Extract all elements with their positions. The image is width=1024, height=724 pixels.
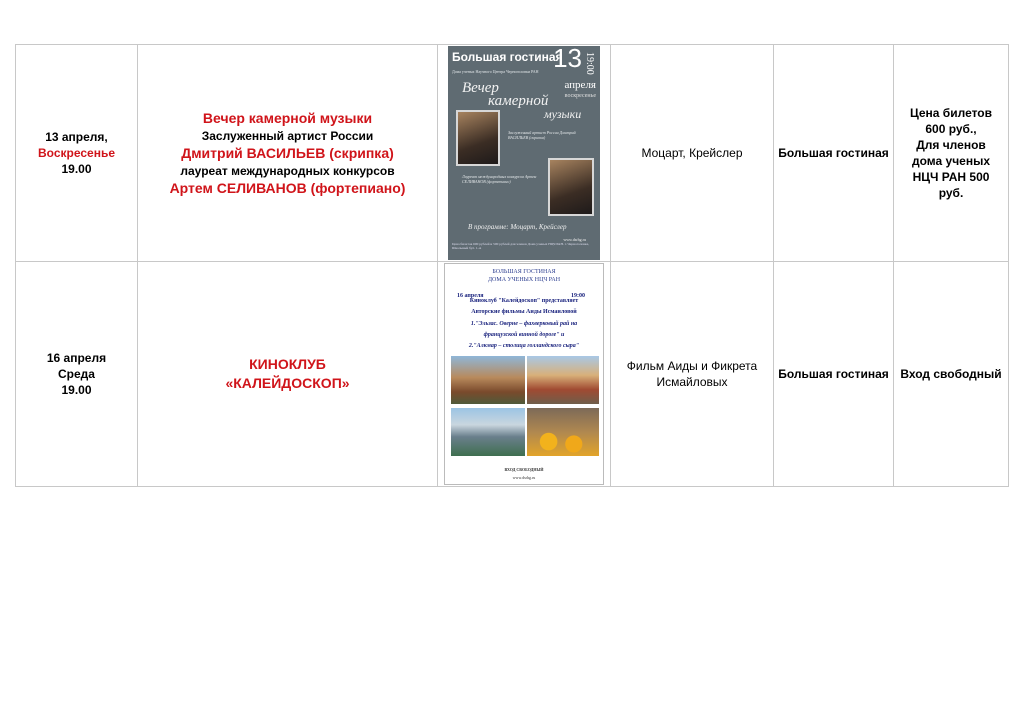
price-line: руб. bbox=[938, 186, 964, 200]
poster-entry: ВХОД СВОБОДНЫЙ bbox=[504, 467, 544, 472]
table-row bbox=[16, 45, 1008, 261]
poster-line-5: 2."Алкмар – столица голландского сыра" bbox=[468, 343, 580, 349]
performer-rank-2: лауреат международных конкурсов bbox=[180, 163, 395, 178]
composers: Моцарт, Крейслер bbox=[641, 146, 743, 160]
poster-time: 19:00 bbox=[584, 52, 595, 75]
program-cell bbox=[138, 45, 437, 261]
alkmaar-photo-2 bbox=[527, 408, 599, 456]
poster-time: 19:00 bbox=[571, 293, 585, 299]
poster-cell bbox=[438, 45, 610, 261]
event-day: 16 апреля bbox=[46, 351, 107, 365]
price-cell bbox=[894, 45, 1008, 261]
poster-script-1: Вечер bbox=[462, 80, 499, 96]
venue: Большая гостиная bbox=[778, 146, 889, 160]
composers-cell bbox=[611, 45, 773, 261]
composers-cell bbox=[611, 262, 773, 486]
poster-hall: Большая гостиная bbox=[452, 50, 563, 64]
poster-line-2: Авторские фильмы Аиды Исмаиловой bbox=[471, 309, 577, 315]
price-line: Цена билетов bbox=[909, 106, 993, 120]
poster-head-1: БОЛЬШАЯ ГОСТИНАЯ bbox=[492, 269, 556, 275]
venue: Большая гостиная bbox=[778, 367, 889, 381]
price-line: Для членов bbox=[916, 138, 986, 152]
concert-poster bbox=[448, 46, 600, 260]
poster-cell bbox=[438, 262, 610, 486]
price-cell bbox=[894, 262, 1008, 486]
venue-cell bbox=[774, 45, 893, 261]
poster-subtitle: Дома ученых Научного Центра Черноголовки РАН bbox=[452, 69, 539, 74]
event-day: 13 апреля, bbox=[45, 130, 108, 144]
poster-script-3: музыки bbox=[544, 107, 582, 121]
performer-2: Артем СЕЛИВАНОВ (фортепиано) bbox=[169, 179, 406, 196]
poster-month: апреля bbox=[564, 79, 596, 91]
price-line: Вход свободный bbox=[900, 367, 1002, 381]
poster-caption-2: Лауреат международных конкурсов Артем СЕЛИВАНОВ (фортепиано) bbox=[462, 174, 537, 184]
alsace-photo-1 bbox=[451, 356, 525, 404]
film-poster bbox=[444, 263, 604, 485]
price-line: дома ученых bbox=[912, 154, 990, 168]
poster-head-2: ДОМА УЧЕНЫХ НЦЧ РАН bbox=[487, 277, 561, 283]
poster-weekday: воскресенье bbox=[564, 93, 596, 99]
event-title: Вечер камерной музыки bbox=[202, 109, 373, 126]
alkmaar-photo-1 bbox=[451, 408, 525, 456]
event-title-2: «КАЛЕЙДОСКОП» bbox=[225, 375, 350, 391]
poster-script-2: камерной bbox=[488, 93, 549, 109]
price-line: 600 руб., bbox=[925, 122, 977, 136]
poster-line-1: Киноклуб "Калейдоскоп" представляет bbox=[469, 298, 579, 304]
event-title-1: КИНОКЛУБ bbox=[249, 356, 326, 372]
performer-rank-1: Заслуженный артист России bbox=[201, 128, 374, 143]
poster-date: 16 апреля bbox=[457, 293, 484, 299]
poster-day: 13 bbox=[553, 46, 582, 73]
performer-1: Дмитрий ВАСИЛЬЕВ (скрипка) bbox=[181, 144, 394, 161]
events-table bbox=[15, 44, 1009, 487]
event-weekday: Среда bbox=[58, 367, 95, 381]
event-time: 19.00 bbox=[61, 383, 92, 397]
program-cell bbox=[138, 262, 437, 486]
poster-site: www.dsrhg.ru bbox=[563, 237, 586, 242]
poster-line-3: 1."Эльзас. Оверне – фахверковый рай на bbox=[470, 321, 578, 327]
film-authors: Фильм Аиды и Фикрета Исмайловых bbox=[626, 359, 758, 389]
poster-fineprint: Цена билетов 600 рублей и 500 рублей для членов Дома ученых НЦЧ РАН. г. Черноголовка, Школьный бул. 1-А bbox=[452, 242, 589, 250]
pianist-photo bbox=[548, 158, 594, 216]
table-row bbox=[16, 262, 1008, 486]
violinist-photo bbox=[456, 110, 500, 166]
venue-cell bbox=[774, 262, 893, 486]
event-time: 19.00 bbox=[61, 162, 92, 176]
price-line: НЦЧ РАН 500 bbox=[912, 170, 990, 184]
poster-program: В программе: Моцарт, Крейслер bbox=[468, 223, 567, 231]
date-cell bbox=[16, 45, 137, 261]
date-cell bbox=[16, 262, 137, 486]
poster-line-4: французской винной дороге" и bbox=[483, 332, 565, 338]
poster-caption-1: Заслуженный артист России Дмитрий ВАСИЛЬЕВ (скрипка) bbox=[508, 130, 576, 140]
event-weekday: Воскресенье bbox=[37, 146, 115, 160]
poster-site: www.dsrhg.ru bbox=[512, 475, 536, 480]
alsace-photo-2 bbox=[527, 356, 599, 404]
